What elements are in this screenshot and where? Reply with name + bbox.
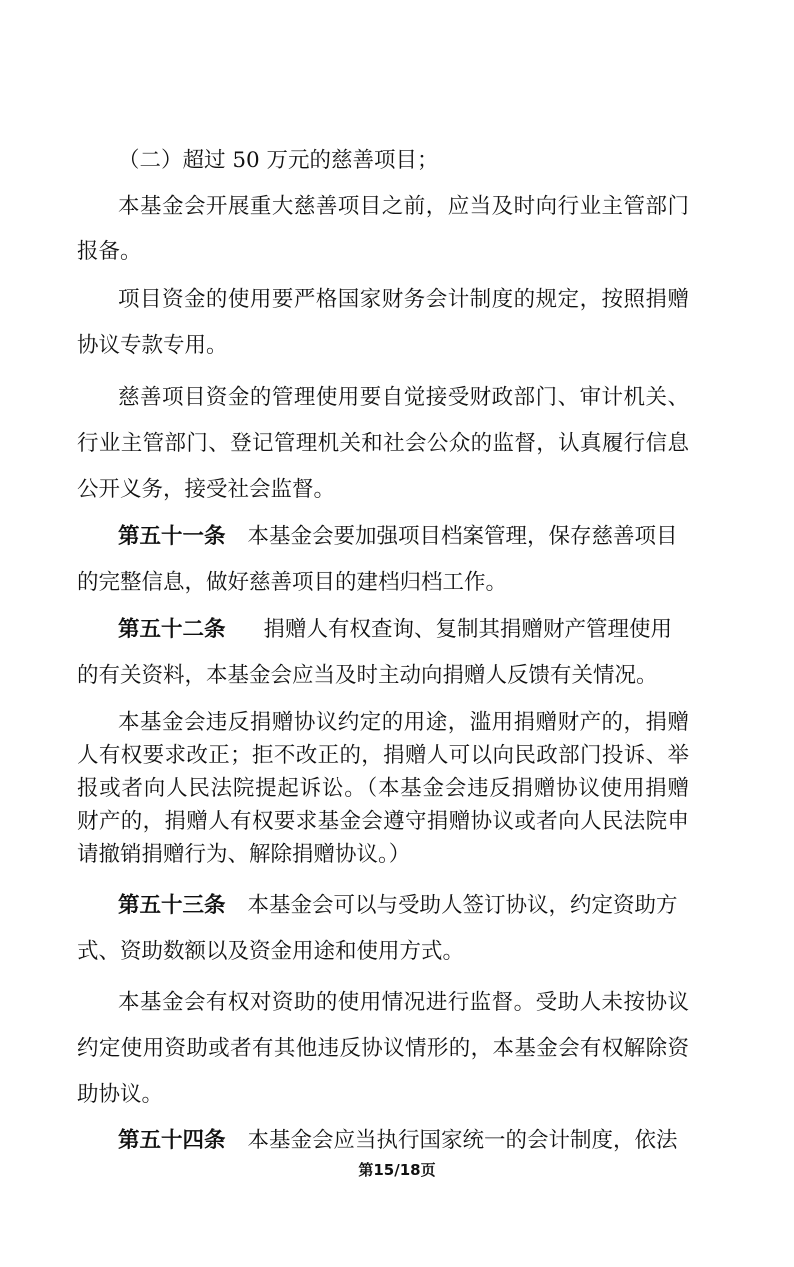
article-54-line (118, 1126, 678, 1156)
text-line: 财产的，捐赠人有权要求基金会遵守捐赠协议或者向人民法院申 (77, 809, 689, 834)
article-52-line (118, 615, 672, 645)
article-heading: 第五十一条 (118, 524, 226, 549)
text-line: 约定使用资助或者有其他违反协议情形的，本基金会有权解除资 (77, 1036, 689, 1061)
text-line: 的有关资料，本基金会应当及时主动向捐赠人反馈有关情况。 (77, 663, 658, 688)
text-line: 本基金会可以与受助人签订协议，约定资助方 (247, 893, 678, 918)
text-line: 行业主管部门、登记管理机关和社会公众的监督，认真履行信息 (77, 431, 689, 456)
text-line: 公开义务，接受社会监督。 (77, 477, 336, 502)
text-line: 助协议。 (77, 1082, 164, 1107)
text-line: 报备。 (77, 239, 142, 264)
article-heading: 第五十四条 (118, 1128, 226, 1153)
text-line: 本基金会开展重大慈善项目之前，应当及时向行业主管部门 (118, 194, 689, 219)
text-line: 本基金会应当执行国家统一的会计制度，依法 (247, 1128, 678, 1153)
text-line: 本基金会有权对资助的使用情况进行监督。受助人未按协议 (118, 990, 689, 1015)
article-heading: 第五十二条 (118, 617, 226, 642)
text-line: 请撤销捐赠行为、解除捐赠协议。） (77, 842, 411, 867)
text-line: 报或者向人民法院提起诉讼。（本基金会违反捐赠协议使用捐赠 (77, 776, 689, 801)
text-line: 本基金会要加强项目档案管理，保存慈善项目 (247, 524, 678, 549)
text-line: 人有权要求改正；拒不改正的，捐赠人可以向民政部门投诉、举 (77, 743, 689, 768)
text-line: 式、资助数额以及资金用途和使用方式。 (77, 939, 465, 964)
text-line: 本基金会违反捐赠协议约定的用途，滥用捐赠财产的，捐赠 (118, 710, 689, 735)
text-line: 协议专款专用。 (77, 333, 228, 358)
text-line: （二）超过 50 万元的慈善项目； (118, 148, 439, 173)
article-heading: 第五十三条 (118, 893, 226, 918)
text-line: 项目资金的使用要严格国家财务会计制度的规定，按照捐赠 (118, 287, 689, 312)
text-line: 慈善项目资金的管理使用要自觉接受财政部门、审计机关、 (118, 385, 689, 410)
text-line: 的完整信息，做好慈善项目的建档归档工作。 (77, 570, 508, 595)
article-53-line (118, 891, 678, 921)
page-number: 第15/18页 (358, 1161, 436, 1179)
text-line: 捐赠人有权查询、复制其捐赠财产管理使用 (263, 617, 673, 642)
article-51-line (118, 522, 678, 552)
